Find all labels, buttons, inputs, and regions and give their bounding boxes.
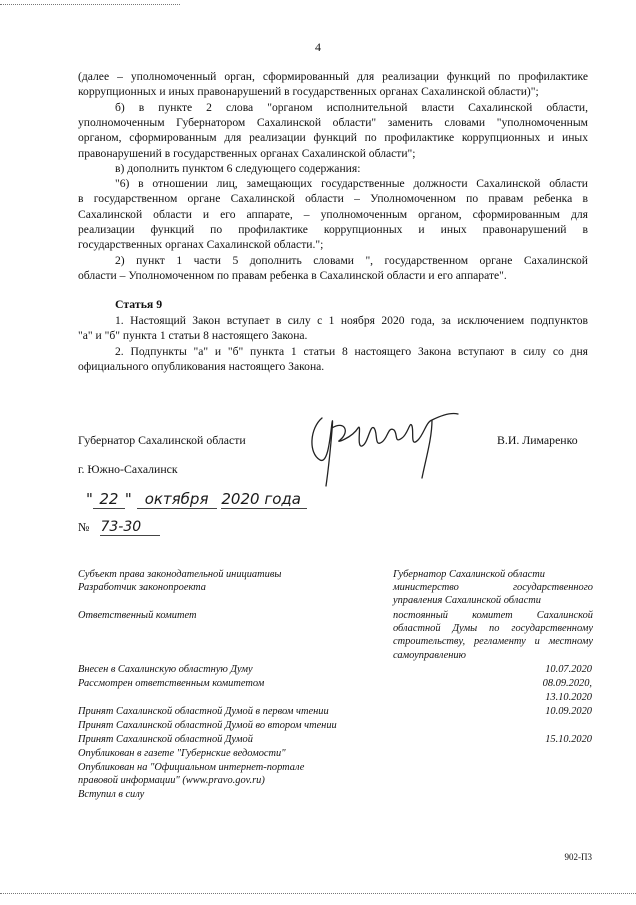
article-line: "а" и "б" пункта 1 статьи 8 настоящего Закона. bbox=[78, 329, 308, 343]
body-line: уполномоченным Губернатором Сахалинской области" заменить словами "уполномоченным bbox=[78, 115, 588, 129]
date-month: октября bbox=[137, 490, 217, 509]
reviewed-label: Рассмотрен ответственным комитетом bbox=[78, 678, 265, 689]
subject-value: Губернатор Сахалинской области bbox=[393, 569, 545, 580]
article-line: официального опубликования настоящего Закона. bbox=[78, 359, 325, 373]
second-reading-label: Принят Сахалинской областной Думой во втором чтении bbox=[78, 720, 337, 731]
article-line: 1. Настоящий Закон вступает в силу с 1 ноября 2020 года, за исключением подпунктов bbox=[115, 314, 588, 327]
article-line: 2. Подпункты "а" и "б" пункта 1 статьи 8 настоящего Закона вступают в силу со дня bbox=[115, 344, 588, 358]
introduced-label: Внесен в Сахалинскую областную Думу bbox=[78, 664, 253, 675]
page-number: 4 bbox=[315, 40, 321, 54]
governor-title: Губернатор Сахалинской области bbox=[78, 433, 246, 447]
scan-edge-bottom bbox=[0, 893, 636, 897]
first-reading-label: Принят Сахалинской областной Думой в первом чтении bbox=[78, 706, 329, 717]
published-portal-label: Опубликован на "Официальном интернет-портале правовой информации" (www.pravo.gov.ru) bbox=[78, 762, 305, 787]
body-line: Сахалинской области и его аппарате, – уполномоченным органом, сформированным для bbox=[78, 207, 588, 221]
number-label: № bbox=[78, 520, 90, 534]
signing-date bbox=[86, 490, 307, 509]
reviewed-date-2: 13.10.2020 bbox=[545, 692, 592, 703]
city: г. Южно-Сахалинск bbox=[78, 462, 178, 476]
body-line: в) дополнить пунктом 6 следующего содержания: bbox=[115, 161, 361, 175]
handwritten-signature bbox=[300, 398, 475, 493]
scan-edge-top bbox=[0, 4, 180, 8]
date-quote-close: " bbox=[124, 490, 132, 508]
body-line: государственных органах Сахалинской области."; bbox=[78, 238, 324, 252]
introduced-date: 10.07.2020 bbox=[545, 664, 592, 675]
body-line: области – Уполномоченном по правам ребенка в Сахалинской области и его аппарате". bbox=[78, 268, 507, 282]
body-line: коррупционных и иных правонарушений в государственных органах Сахалинской области)"; bbox=[78, 85, 539, 99]
governor-name: В.И. Лимаренко bbox=[497, 433, 578, 447]
body-line: реализации функций по профилактике коррупционных и иных правонарушений в bbox=[78, 223, 588, 236]
developer-value: министерство государственного управления Сахалинской области bbox=[393, 582, 593, 607]
committee-label: Ответственный комитет bbox=[78, 610, 197, 621]
published-label: Опубликован в газете "Губернские ведомости" bbox=[78, 748, 286, 759]
adopted-label: Принят Сахалинской областной Думой bbox=[78, 734, 253, 745]
subject-label: Субъект права законодательной инициативы bbox=[78, 569, 282, 580]
body-line: 2) пункт 1 части 5 дополнить словами ", государственном органе Сахалинской bbox=[115, 253, 588, 267]
reviewed-date-1: 08.09.2020, bbox=[542, 678, 592, 689]
body-line: б) в пункте 2 слова "органом исполнительной власти Сахалинской области, bbox=[115, 100, 588, 114]
law-number bbox=[78, 519, 160, 536]
body-line: в государственном органе Сахалинской области – Уполномоченном по правам ребенка в bbox=[78, 192, 588, 206]
date-day: 22 bbox=[93, 490, 125, 509]
date-quote-open: " bbox=[86, 490, 93, 508]
body-line: органом, сформированным для реализации функций по профилактике коррупционных и иных bbox=[78, 131, 588, 145]
date-year: 2020 года bbox=[221, 490, 307, 509]
body-line: (далее – уполномоченный орган, сформированный для реализации функций по профилактике bbox=[78, 70, 588, 83]
first-reading-date: 10.09.2020 bbox=[545, 706, 592, 717]
number-value: 73-30 bbox=[100, 519, 160, 536]
body-line: "6) в отношении лиц, замещающих государственные должности Сахалинской области bbox=[115, 177, 588, 191]
footer-code: 902-П3 bbox=[564, 852, 592, 862]
developer-label: Разработчик законопроекта bbox=[78, 582, 206, 593]
in-force-label: Вступил в силу bbox=[78, 789, 145, 800]
committee-value: постоянный комитет Сахалинской областной Думы по государственному строительству, регламенту и местному самоуправлению bbox=[393, 610, 593, 661]
adopted-date: 15.10.2020 bbox=[545, 734, 592, 745]
body-line: правонарушений в государственных органах Сахалинской области"; bbox=[78, 146, 416, 160]
article-9-title: Статья 9 bbox=[115, 297, 163, 311]
